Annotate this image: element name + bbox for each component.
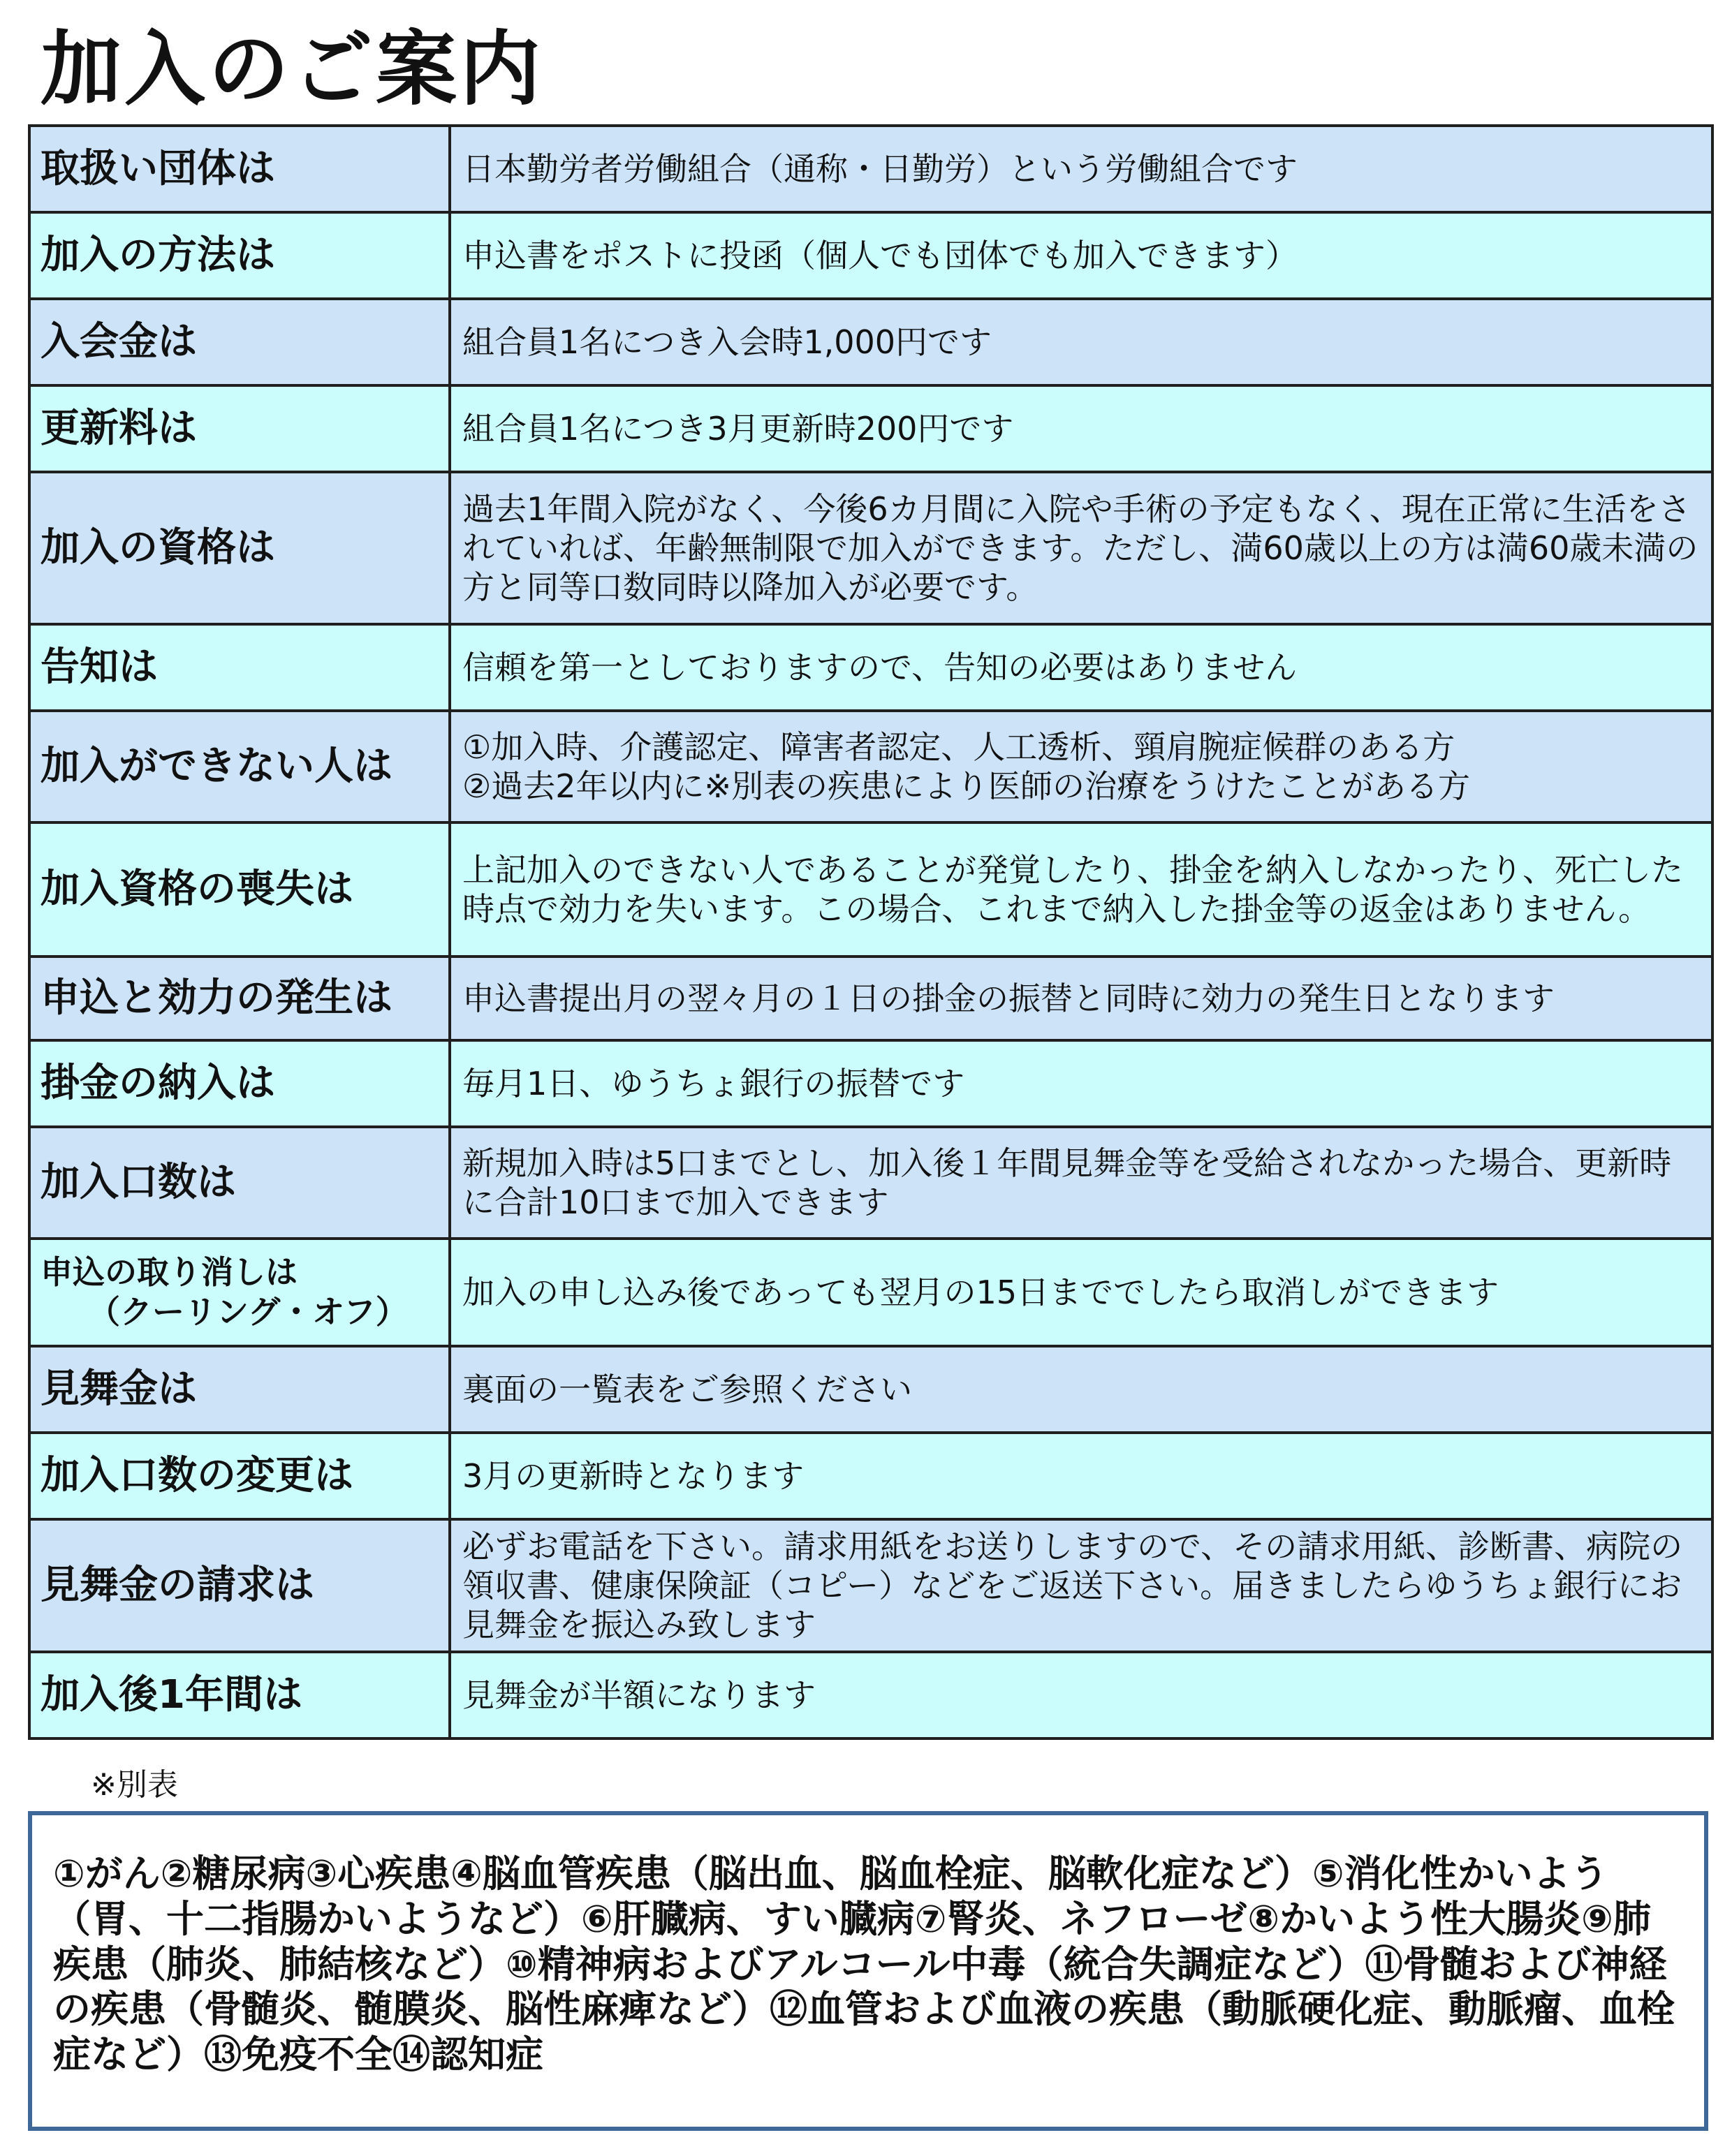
row-value: 3月の更新時となります (450, 1433, 1712, 1519)
table-row (29, 822, 1712, 957)
row-label: 加入資格の喪失は (29, 822, 450, 957)
table-row (29, 711, 1712, 822)
table-row (29, 126, 1712, 212)
table-row (29, 1127, 1712, 1239)
table-row (29, 212, 1712, 299)
row-value: 組合員1名につき3月更新時200円です (450, 385, 1712, 472)
row-value: 見舞金が半額になります (450, 1652, 1712, 1738)
row-value: 信頼を第一としておりますので、告知の必要はありません (450, 624, 1712, 711)
row-label: 更新料は (29, 385, 450, 472)
row-label: 入会金は (29, 299, 450, 385)
row-value: 上記加入のできない人であることが発覚したり、掛金を納入しなかったり、死亡した時点で効力を失います。この場合、これまで納入した掛金等の返金はありません。 (450, 822, 1712, 957)
row-value: 組合員1名につき入会時1,000円です (450, 299, 1712, 385)
row-label: 加入口数は (29, 1127, 450, 1239)
row-label: 取扱い団体は (29, 126, 450, 212)
row-value: 毎月1日、ゆうちょ銀行の振替です (450, 1040, 1712, 1127)
row-value: ①加入時、介護認定、障害者認定、人工透析、頸肩腕症候群のある方 ②過去2年以内に※別表の疾患により医師の治療をうけたことがある方 (450, 711, 1712, 822)
row-label (29, 1239, 450, 1346)
row-value: 申込書提出月の翌々月の１日の掛金の振替と同時に効力の発生日となります (450, 957, 1712, 1040)
table-row (29, 1239, 1712, 1346)
row-label: 見舞金は (29, 1346, 450, 1433)
row-label: 加入の資格は (29, 472, 450, 624)
row-label-sub: （クーリング・オフ） (88, 1293, 408, 1331)
table-row (29, 1433, 1712, 1519)
table-row (29, 957, 1712, 1040)
table-row (29, 472, 1712, 624)
note-label: ※別表 (91, 1767, 178, 1803)
row-label: 申込と効力の発生は (29, 957, 450, 1040)
row-value: 過去1年間入院がなく、今後6カ月間に入院や手術の予定もなく、現在正常に生活をされていれば、年齢無制限で加入ができます。ただし、満60歳以上の方は満60歳未満の方と同等口数同時以降加入が必要です。 (450, 472, 1712, 624)
row-value: 申込書をポストに投函（個人でも団体でも加入できます） (450, 212, 1712, 299)
disease-list-text: ①がん②糖尿病③心疾患④脳血管疾患（脳出血、脳血栓症、脳軟化症など）⑤消化性かいよう（胃、十二指腸かいようなど）⑥肝臓病、すい臓病⑦腎炎、ネフローゼ⑧かいよう性大腸炎⑨肺疾患（肺炎、肺結核など）⑩精神病およびアルコール中毒（統合失調症など）⑪骨髄および神経の疾患（骨髄炎、髄膜炎、脳性麻痺など）⑫血管および血液の疾患（動脈硬化症、動脈瘤、血栓症など）⑬免疫不全⑭認知症 (53, 1852, 1675, 2077)
row-label: 掛金の納入は (29, 1040, 450, 1127)
row-label: 見舞金の請求は (29, 1519, 450, 1652)
row-label: 加入後1年間は (29, 1652, 450, 1738)
row-label-main: 申込の取り消しは (41, 1253, 298, 1291)
row-label: 告知は (29, 624, 450, 711)
table-row (29, 1346, 1712, 1433)
table-row (29, 624, 1712, 711)
row-label: 加入の方法は (29, 212, 450, 299)
row-value: 日本勤労者労働組合（通称・日勤労）という労働組合です (450, 126, 1712, 212)
row-value: 新規加入時は5口までとし、加入後１年間見舞金等を受給されなかった場合、更新時に合計10口まで加入できます (450, 1127, 1712, 1239)
table-row (29, 1652, 1712, 1738)
table-row (29, 385, 1712, 472)
row-value: 必ずお電話を下さい。請求用紙をお送りしますので、その請求用紙、診断書、病院の領収書、健康保険証（コピー）などをご返送下さい。届きましたらゆうちょ銀行にお見舞金を振込み致します (450, 1519, 1712, 1652)
row-label: 加入ができない人は (29, 711, 450, 822)
info-table (28, 124, 1714, 1740)
row-value: 加入の申し込み後であっても翌月の15日まででしたら取消しができます (450, 1239, 1712, 1346)
row-value: 裏面の一覧表をご参照ください (450, 1346, 1712, 1433)
table-row (29, 1519, 1712, 1652)
disease-list-box (28, 1811, 1708, 2131)
row-label: 加入口数の変更は (29, 1433, 450, 1519)
page-title: 加入のご案内 (41, 22, 543, 117)
table-row (29, 1040, 1712, 1127)
table-row (29, 299, 1712, 385)
